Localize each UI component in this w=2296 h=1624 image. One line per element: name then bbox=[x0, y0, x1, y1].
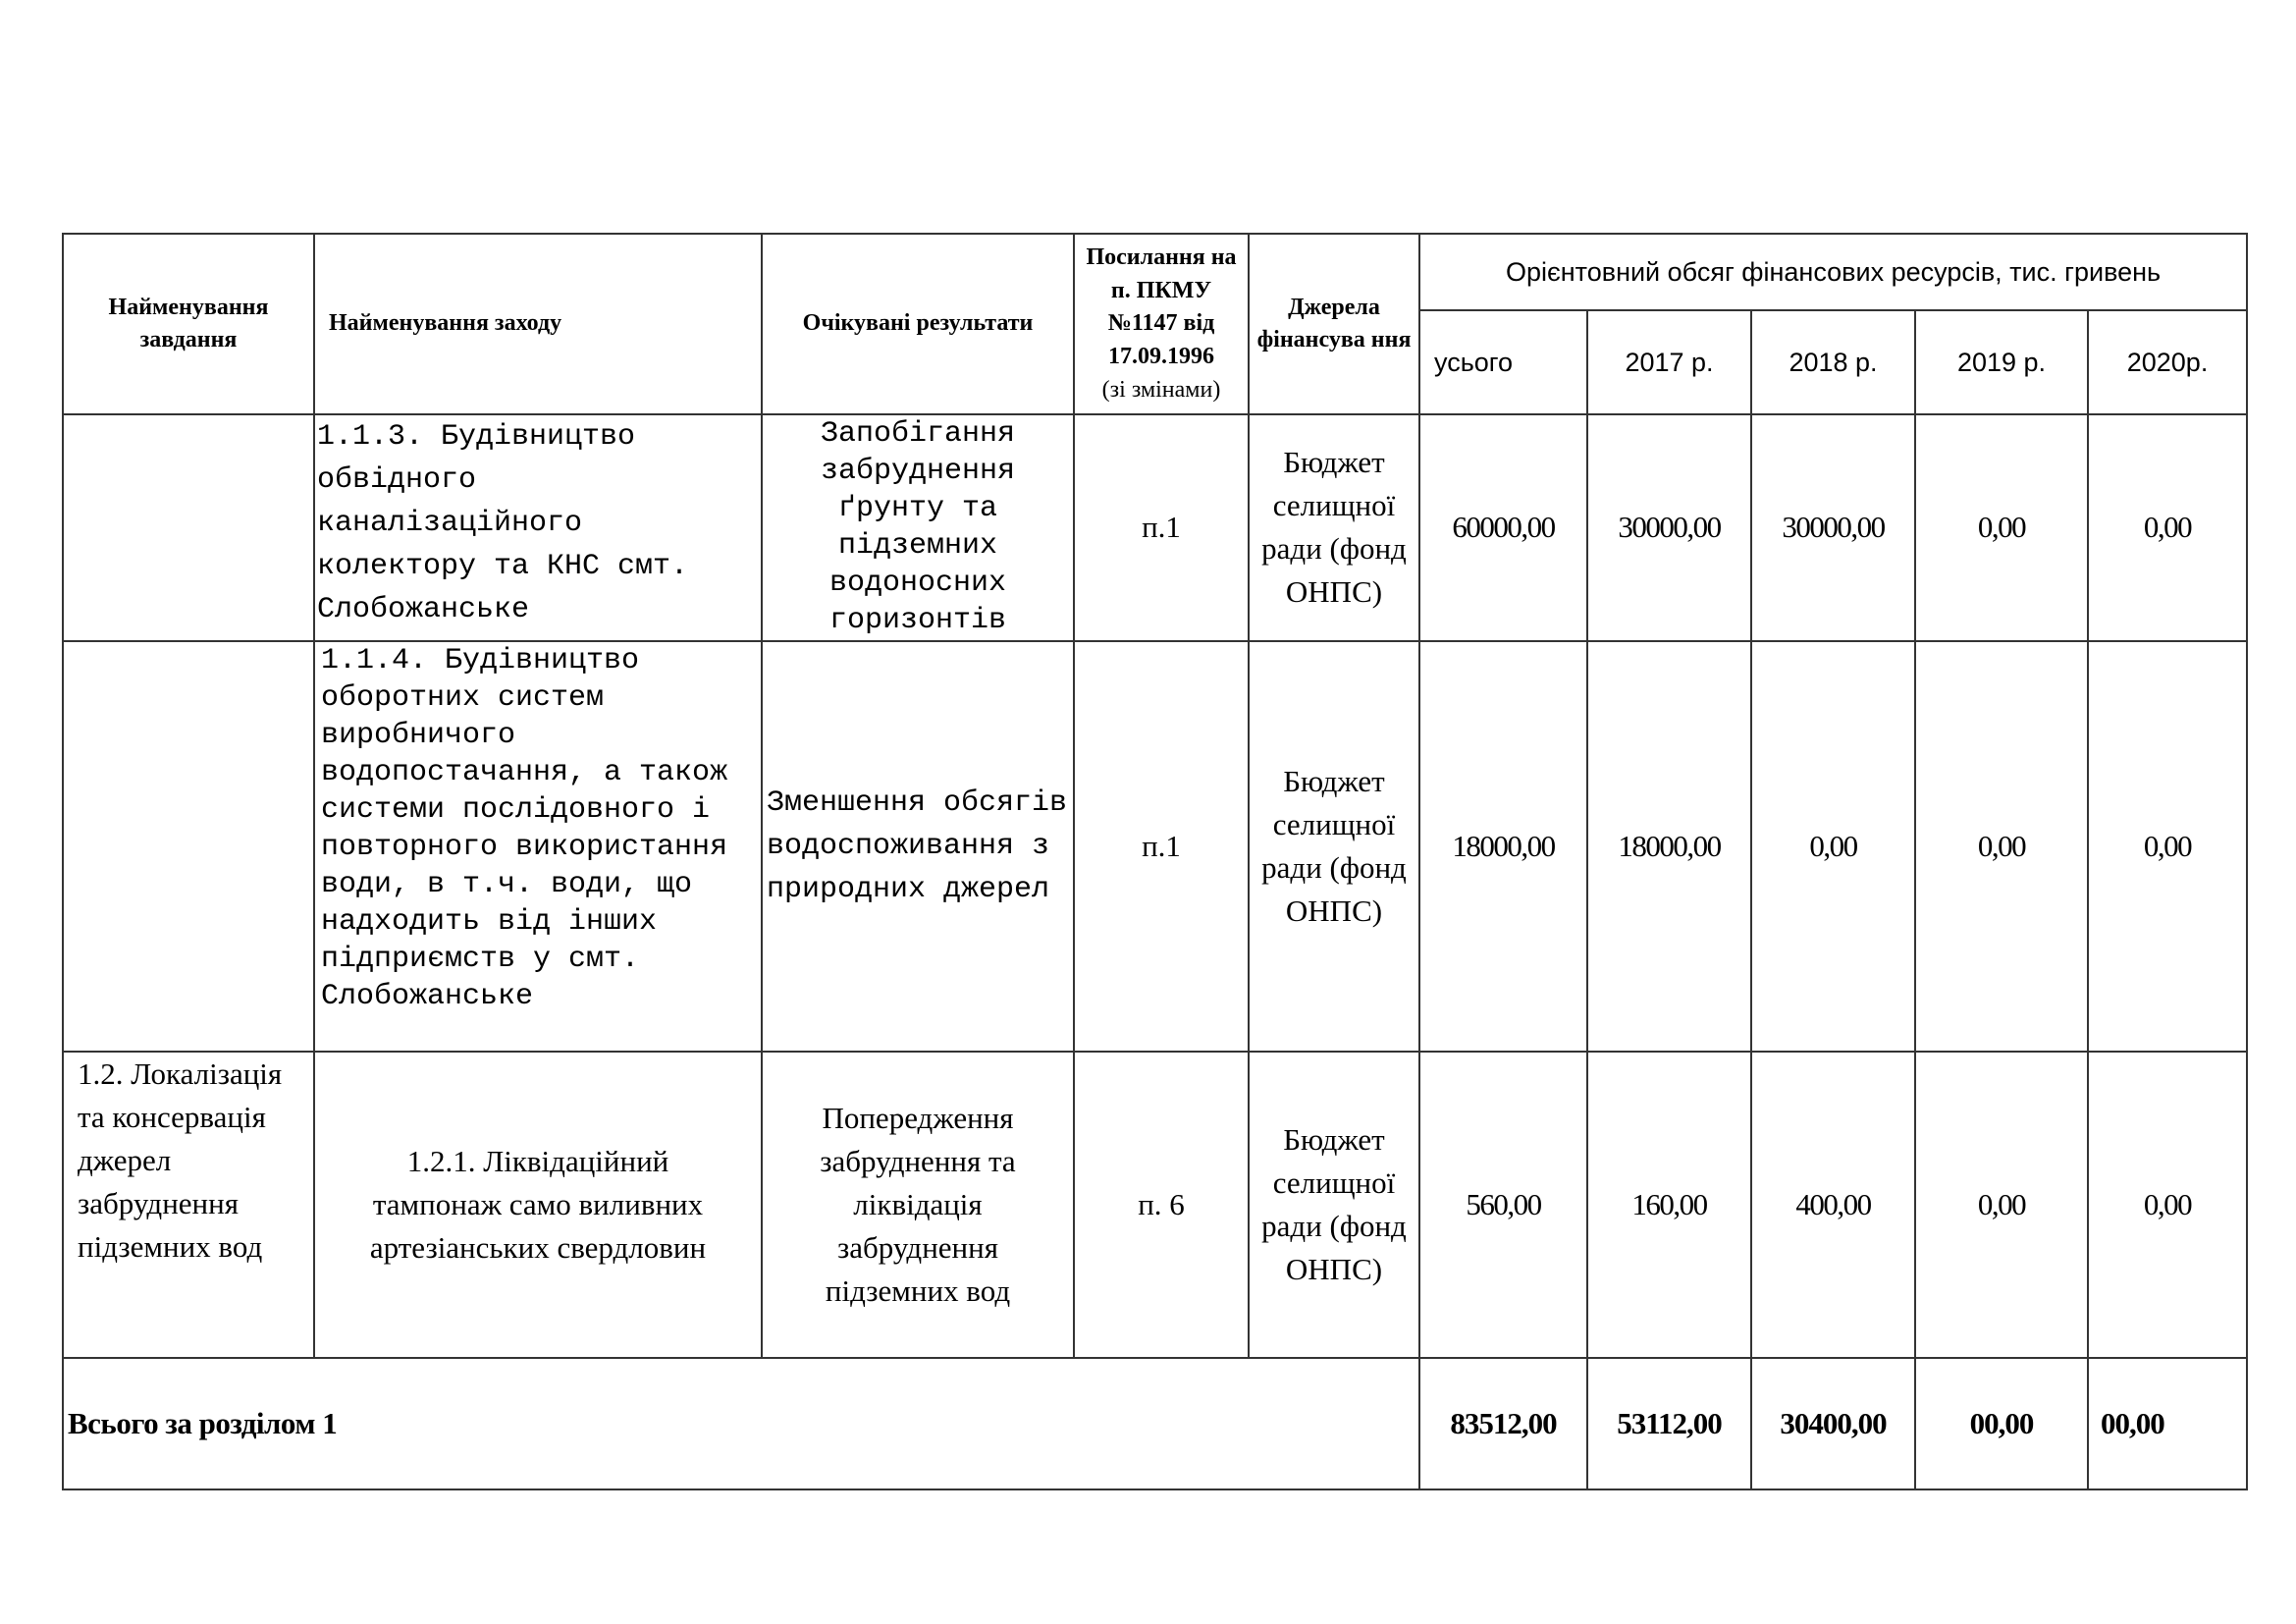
header-reference-note: (зі змінами) bbox=[1101, 376, 1221, 403]
value-2018-cell: 400,00 bbox=[1751, 1052, 1915, 1357]
header-2018: 2018 р. bbox=[1751, 310, 1915, 414]
task-cell bbox=[63, 414, 314, 640]
source-cell: Бюджет селищної ради (фонд ОНПС) bbox=[1249, 414, 1419, 640]
value-2017-cell: 160,00 bbox=[1587, 1052, 1751, 1357]
source-cell: Бюджет селищної ради (фонд ОНПС) bbox=[1249, 1052, 1419, 1357]
header-measure-name: Найменування заходу bbox=[314, 234, 762, 414]
measure-cell: 1.2.1. Ліквідаційний тампонаж само виливних артезіанських свердловин bbox=[314, 1052, 762, 1357]
header-row bbox=[63, 234, 2247, 310]
summary-2017: 53112,00 bbox=[1587, 1358, 1751, 1489]
header-volume-title: Орієнтовний обсяг фінансових ресурсів, тис. гривень bbox=[1419, 234, 2247, 310]
value-2020-cell: 0,00 bbox=[2088, 641, 2247, 1053]
value-2019-cell: 0,00 bbox=[1915, 1052, 2088, 1357]
summary-2018: 30400,00 bbox=[1751, 1358, 1915, 1489]
header-expected-results: Очікувані результати bbox=[762, 234, 1074, 414]
header-2020: 2020р. bbox=[2088, 310, 2247, 414]
reference-cell: п.1 bbox=[1074, 641, 1249, 1053]
task-cell: 1.2. Локалізація та консервація джерел забруднення підземних вод bbox=[63, 1052, 314, 1357]
table-row bbox=[63, 1052, 2247, 1357]
header-total: усього bbox=[1419, 310, 1587, 414]
summary-2019: 00,00 bbox=[1915, 1358, 2088, 1489]
table-row bbox=[63, 641, 2247, 1053]
summary-2020: 00,00 bbox=[2088, 1358, 2247, 1489]
value-2018-cell: 0,00 bbox=[1751, 641, 1915, 1053]
value-2019-cell: 0,00 bbox=[1915, 641, 2088, 1053]
header-2019: 2019 р. bbox=[1915, 310, 2088, 414]
header-task-name: Найменування завдання bbox=[63, 234, 314, 414]
financing-table bbox=[62, 233, 2248, 1490]
result-cell: Запобігання забруднення ґрунту та підземних водоносних горизонтів bbox=[762, 414, 1074, 640]
total-cell: 60000,00 bbox=[1419, 414, 1587, 640]
value-2018-cell: 30000,00 bbox=[1751, 414, 1915, 640]
summary-total: 83512,00 bbox=[1419, 1358, 1587, 1489]
source-cell: Бюджет селищної ради (фонд ОНПС) bbox=[1249, 641, 1419, 1053]
value-2017-cell: 18000,00 bbox=[1587, 641, 1751, 1053]
header-reference-text: Посилання на п. ПКМУ №1147 від 17.09.1996 bbox=[1086, 244, 1237, 369]
header-funding-source: Джерела фінансува ння bbox=[1249, 234, 1419, 414]
summary-row bbox=[63, 1358, 2247, 1489]
header-2017: 2017 р. bbox=[1587, 310, 1751, 414]
value-2020-cell: 0,00 bbox=[2088, 1052, 2247, 1357]
task-cell bbox=[63, 641, 314, 1053]
summary-label: Всього за розділом 1 bbox=[63, 1358, 1419, 1489]
total-cell: 560,00 bbox=[1419, 1052, 1587, 1357]
header-reference bbox=[1074, 234, 1249, 414]
value-2020-cell: 0,00 bbox=[2088, 414, 2247, 640]
result-cell: Попередження забруднення та ліквідація забруднення підземних вод bbox=[762, 1052, 1074, 1357]
reference-cell: п. 6 bbox=[1074, 1052, 1249, 1357]
value-2019-cell: 0,00 bbox=[1915, 414, 2088, 640]
total-cell: 18000,00 bbox=[1419, 641, 1587, 1053]
result-cell: Зменшення обсягів водоспоживання з природних джерел bbox=[762, 641, 1074, 1053]
reference-cell: п.1 bbox=[1074, 414, 1249, 640]
measure-cell: 1.1.4. Будівництво оборотних систем виробничого водопостачання, а також системи послідовного і повторного використання води, в т.ч. води, що надходить від інших підприємств у смт. Слобожанське bbox=[314, 641, 762, 1053]
table-row bbox=[63, 414, 2247, 640]
value-2017-cell: 30000,00 bbox=[1587, 414, 1751, 640]
measure-cell: 1.1.3. Будівництво обвідного каналізаційного колектору та КНС смт. Слобожанське bbox=[314, 414, 762, 640]
